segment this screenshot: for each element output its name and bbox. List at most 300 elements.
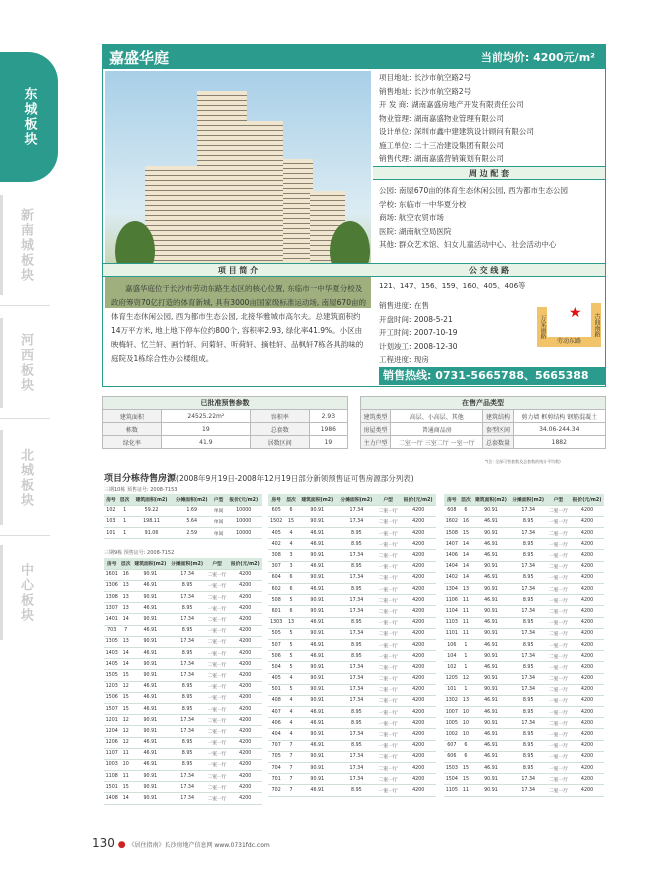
table-cell: 一室一厅 [547, 729, 570, 740]
table-cell: 一室一厅 [547, 751, 570, 762]
table-cell: 602 [268, 584, 284, 595]
table-cell: 46.91 [298, 785, 337, 796]
table-cell: 8.95 [510, 729, 547, 740]
bus-header: 公 交 线 路 [373, 263, 605, 277]
column-header: 建筑面积(m2) [298, 494, 337, 505]
table-cell: 17.34 [510, 718, 547, 729]
table-cell: 4200 [400, 718, 436, 729]
table-row [444, 740, 604, 751]
table-cell: 90.91 [132, 715, 169, 726]
table-cell: 8.95 [169, 625, 206, 636]
table-cell: 8.95 [337, 651, 376, 662]
table-cell: 5 [284, 684, 297, 695]
table-cell: 一室一厅 [206, 703, 229, 714]
table-cell: 4200 [400, 595, 436, 606]
table-cell: 607 [444, 740, 460, 751]
table-cell: 8.95 [510, 695, 547, 706]
table-row [104, 726, 262, 737]
table-cell: 8.95 [337, 707, 376, 718]
table-cell: 46.91 [132, 703, 169, 714]
table-cell: 1203 [104, 681, 119, 692]
table-cell: 10 [460, 707, 473, 718]
table-cell: 4200 [229, 636, 263, 647]
table-cell: 46.91 [298, 528, 337, 539]
table-cell: 46.91 [132, 737, 169, 748]
table-cell: 一室一厅 [547, 695, 570, 706]
pending-title [104, 471, 414, 484]
table-row [444, 785, 604, 796]
table-cell: 505 [268, 628, 284, 639]
table-cell: 1405 [104, 659, 119, 670]
map-road-wanjiali: 万家丽路 [537, 307, 547, 347]
table-cell: 二室一厅 [376, 628, 400, 639]
table-cell: 4200 [570, 785, 604, 796]
table-cell: 1 [460, 639, 473, 650]
table-row [444, 718, 604, 729]
table-row [104, 659, 262, 670]
table-cell: 8.95 [510, 707, 547, 718]
table-row [104, 715, 262, 726]
table-cell: 17.34 [337, 505, 376, 516]
table-cell: 1601 [104, 569, 119, 580]
table-cell: 一室一厅 [547, 740, 570, 751]
table-cell: 4200 [400, 572, 436, 583]
table-cell: 二室一厅 [376, 550, 400, 561]
table-cell: 90.91 [298, 516, 337, 527]
completion-date: 计划竣工: 2008-12-30 [379, 341, 458, 351]
table-cell: 1007 [444, 707, 460, 718]
column-header: 房号 [444, 494, 460, 505]
table-cell: 二室一厅 [547, 718, 570, 729]
table-cell: 6 [284, 584, 297, 595]
table-row [104, 692, 262, 703]
table-cell: 46.91 [132, 648, 169, 659]
table-cell: 46.91 [298, 584, 337, 595]
table-cell: 1307 [104, 603, 119, 614]
table-cell: 14 [460, 572, 473, 583]
table-cell: 90.91 [132, 726, 169, 737]
table-row [104, 603, 262, 614]
table-row [444, 628, 604, 639]
table-cell: 46.91 [298, 639, 337, 650]
column-header: 报价(元/m2) [229, 558, 263, 569]
table-cell: 11 [460, 628, 473, 639]
table-cell: 90.91 [472, 774, 509, 785]
table-cell: 1002 [444, 729, 460, 740]
construction-status: 工程进度: 现房 [379, 355, 429, 364]
table-cell: 4200 [229, 726, 263, 737]
table-row [444, 617, 604, 628]
table-cell: 1407 [444, 539, 460, 550]
table-cell: 一室一厅 [206, 681, 229, 692]
approved-params-table [102, 396, 348, 449]
table-cell: 701 [268, 774, 284, 785]
table-cell: 一室一厅 [547, 595, 570, 606]
table-cell: 308 [268, 550, 284, 561]
table-cell: 90.91 [298, 729, 337, 740]
table-cell: 8.95 [169, 648, 206, 659]
table-cell: 一室一厅 [376, 584, 400, 595]
info-developer: 开 发 商: 湖南嘉盛房地产开发有限责任公司 [379, 100, 524, 109]
table-cell: 5.64 [172, 516, 212, 527]
table-cell: 90.91 [298, 572, 337, 583]
table-row [268, 550, 436, 561]
table-row [104, 580, 262, 591]
table-cell: 17.34 [337, 673, 376, 684]
stat-value: 34.06-244.34 [513, 423, 605, 436]
stat-label: 套型区间 [483, 423, 513, 436]
table-cell: 1502 [268, 516, 284, 527]
table-cell: 4200 [229, 748, 263, 759]
table-cell: 90.91 [132, 636, 169, 647]
table-cell: 13 [460, 695, 473, 706]
table-cell: 8.95 [510, 539, 547, 550]
table-cell: 90.91 [472, 606, 509, 617]
table-cell: 506 [268, 651, 284, 662]
table-cell: 一室一厅 [206, 748, 229, 759]
table-row [268, 628, 436, 639]
table-cell: 103 [104, 516, 118, 527]
table-cell: 4200 [400, 751, 436, 762]
table-cell: 4200 [400, 695, 436, 706]
table-cell: 1404 [444, 561, 460, 572]
table-cell: 5 [284, 628, 297, 639]
table-cell: 7 [284, 740, 297, 751]
table-cell: 4200 [570, 684, 604, 695]
table-row [268, 729, 436, 740]
table-cell: 17.34 [169, 614, 206, 625]
column-header: 户型 [547, 494, 570, 505]
table-cell: 17.34 [337, 628, 376, 639]
table-row [268, 639, 436, 650]
table-cell: 一室一厅 [206, 737, 229, 748]
pending-title-sub: (2008年9月19日-2008年12月19日部分新领预售证可售房源部分列表) [176, 474, 414, 483]
table-cell: 4200 [570, 539, 604, 550]
table-header-row [444, 494, 604, 505]
footer [92, 836, 270, 850]
table-cell: 8.95 [510, 639, 547, 650]
table-cell: 10 [460, 729, 473, 740]
table-header-row [268, 494, 436, 505]
table-cell: 一室一厅 [376, 718, 400, 729]
table-cell: 12 [119, 681, 132, 692]
table-cell: 1 [118, 528, 132, 539]
table-header-row [104, 558, 262, 569]
building-10-table [104, 494, 262, 539]
table-cell: 407 [268, 707, 284, 718]
table-cell: 4200 [400, 729, 436, 740]
table-cell: 46.91 [298, 617, 337, 628]
stat-label: 房屋类型 [361, 423, 391, 436]
table-cell: 13 [119, 580, 132, 591]
table-cell: 二室一厅 [547, 606, 570, 617]
table-cell: 二室一厅 [376, 774, 400, 785]
table-row [268, 707, 436, 718]
table-row [104, 771, 262, 782]
table-cell: 8.95 [510, 572, 547, 583]
logo-icon: ● [117, 840, 126, 850]
table-row [268, 763, 436, 774]
table-cell: 一室一厅 [547, 617, 570, 628]
table-cell: 8.95 [169, 748, 206, 759]
table-cell: 7 [119, 625, 132, 636]
table-cell: 4200 [570, 673, 604, 684]
table-cell: 46.91 [472, 751, 509, 762]
peripheral-park: 公园: 南屋670亩的体育生态休闲公园, 西为都市生态公园 [379, 186, 568, 195]
table-cell: 91.06 [131, 528, 171, 539]
approved-title: 已批准预售参数 [103, 397, 348, 410]
table-cell: 二室一厅 [547, 505, 570, 516]
table-cell: 16 [460, 516, 473, 527]
table-cell: 6 [460, 505, 473, 516]
table-cell: 二室一厅 [206, 614, 229, 625]
table-cell: 8.95 [337, 740, 376, 751]
page-number: 130 [92, 836, 115, 850]
table-cell: 504 [268, 662, 284, 673]
tab-dongcheng[interactable]: 东城板块 [0, 52, 58, 182]
table-cell: 一室一厅 [206, 759, 229, 770]
info-address: 项目地址: 长沙市航空路2号 [379, 73, 472, 82]
peripheral-other: 其他: 群众艺术馆、妇女儿童活动中心、社会活动中心 [379, 240, 557, 249]
table-cell: 一室一厅 [206, 580, 229, 591]
table-cell: 8.95 [510, 740, 547, 751]
table-cell: 4 [284, 729, 297, 740]
table-cell: 90.91 [472, 651, 509, 662]
table-cell: 17.34 [337, 684, 376, 695]
tab-beicheng[interactable]: 北城板块 [0, 430, 48, 525]
table-row [268, 695, 436, 706]
table-row [444, 539, 604, 550]
table-cell: 102 [444, 662, 460, 673]
table-cell: 59.22 [131, 505, 171, 516]
table-cell: 4200 [229, 759, 263, 770]
table-cell: 4200 [229, 659, 263, 670]
table-cell: 101 [104, 528, 118, 539]
table-cell: 4200 [570, 550, 604, 561]
table-cell: 二室一厅 [376, 729, 400, 740]
table-cell: 8.95 [337, 718, 376, 729]
table-cell: 一室一厅 [547, 662, 570, 673]
table-cell: 4200 [570, 572, 604, 583]
table-cell: 8.95 [337, 584, 376, 595]
table-cell: 4200 [229, 692, 263, 703]
table-cell: 4200 [400, 617, 436, 628]
table-cell: 14 [460, 539, 473, 550]
table-cell: 608 [444, 505, 460, 516]
table-cell: 二室一厅 [547, 528, 570, 539]
table-cell: 15 [460, 763, 473, 774]
table-row [444, 684, 604, 695]
table-cell: 704 [268, 763, 284, 774]
table-cell: 90.91 [472, 584, 509, 595]
table-cell: 4200 [570, 763, 604, 774]
table-row [444, 729, 604, 740]
table-cell: 605 [268, 505, 284, 516]
table-row [104, 670, 262, 681]
table-row [444, 550, 604, 561]
table-cell: 4200 [400, 785, 436, 796]
column-header: 建筑面积(m2) [131, 494, 171, 505]
table-cell: 4200 [570, 617, 604, 628]
building-9-label: 三期9栋 预售证号: 2008-7152 [104, 550, 175, 556]
project-header [103, 45, 605, 69]
table-cell: 46.91 [298, 561, 337, 572]
table-cell: 703 [104, 625, 119, 636]
table-cell: 17.34 [337, 695, 376, 706]
tab-hexi[interactable]: 河西板块 [0, 318, 48, 408]
table-row [104, 759, 262, 770]
table-cell: 90.91 [132, 614, 169, 625]
stat-label: 总套数 [250, 423, 309, 436]
stat-value: 24525.22m² [161, 410, 250, 423]
location-map [533, 299, 603, 355]
table-cell: 4200 [400, 740, 436, 751]
table-cell: 46.91 [298, 718, 337, 729]
sales-progress [379, 299, 529, 367]
table-row [104, 636, 262, 647]
table-cell: 3 [284, 561, 297, 572]
table-cell: 二室一厅 [376, 673, 400, 684]
table-cell: 5 [284, 639, 297, 650]
table-cell: 4 [284, 528, 297, 539]
stat-value: 剪力墙 框剪结构 钢筋混凝土 [513, 410, 605, 423]
column-header: 报价(元/m2) [570, 494, 604, 505]
table-cell: 10 [119, 759, 132, 770]
table-cell: 一室一厅 [376, 707, 400, 718]
location-star-icon: ★ [569, 305, 582, 321]
project-info [379, 71, 605, 166]
table-cell: 90.91 [298, 595, 337, 606]
table-cell: 4 [284, 673, 297, 684]
table-cell: 一室一厅 [376, 651, 400, 662]
table-cell: 90.91 [298, 606, 337, 617]
start-date: 开工时间: 2007-10-19 [379, 328, 458, 337]
table-cell: 一室一厅 [376, 617, 400, 628]
table-cell: 1303 [268, 617, 284, 628]
column-header: 房号 [104, 558, 119, 569]
table-row [444, 751, 604, 762]
sales-status: 销售进度: 在售 [379, 301, 429, 310]
table-cell: 405 [268, 528, 284, 539]
open-date: 开盘时间: 2008-5-21 [379, 314, 453, 324]
table-cell: 17.34 [169, 670, 206, 681]
table-cell: 二室一厅 [376, 695, 400, 706]
table-cell: 13 [460, 584, 473, 595]
table-cell: 1403 [104, 648, 119, 659]
table-cell: 1201 [104, 715, 119, 726]
table-row [104, 737, 262, 748]
table-cell: 4 [284, 718, 297, 729]
table-cell: 17.34 [169, 726, 206, 737]
table-cell: 14 [460, 561, 473, 572]
table-cell: 46.91 [472, 550, 509, 561]
table-cell: 90.91 [298, 505, 337, 516]
table-cell: 4200 [570, 606, 604, 617]
stat-value: 41.9 [161, 436, 250, 449]
table-cell: 17.34 [337, 751, 376, 762]
table-cell: 198.11 [131, 516, 171, 527]
tab-zhongxin[interactable]: 中心板块 [0, 545, 48, 640]
tab-xinnancheng[interactable]: 新南城板块 [0, 195, 48, 295]
table-cell: 705 [268, 751, 284, 762]
table-cell: 1503 [444, 763, 460, 774]
map-road-laodong: 劳动东路 [547, 337, 591, 347]
table-cell: 90.91 [132, 592, 169, 603]
table-cell: 90.91 [132, 569, 169, 580]
table-row [104, 516, 262, 527]
column-header: 层次 [460, 494, 473, 505]
table-cell: 4200 [229, 793, 263, 804]
table-cell: 601 [268, 606, 284, 617]
column-header: 分摊面积(m2) [337, 494, 376, 505]
table-cell: 402 [268, 539, 284, 550]
table-cell: 14 [119, 614, 132, 625]
table-row [268, 505, 436, 516]
stat-value: 19 [309, 436, 347, 449]
table-cell: 二室一厅 [376, 572, 400, 583]
table-cell: 4200 [570, 628, 604, 639]
table-cell: 17.34 [337, 606, 376, 617]
table-cell: 17.34 [510, 561, 547, 572]
table-cell: 单间 [212, 528, 226, 539]
table-cell: 90.91 [298, 550, 337, 561]
table-cell: 二室一厅 [376, 595, 400, 606]
table-cell: 90.91 [132, 771, 169, 782]
table-cell: 1104 [444, 606, 460, 617]
table-cell: 13 [119, 636, 132, 647]
table-cell: 90.91 [472, 673, 509, 684]
table-cell: 46.91 [472, 740, 509, 751]
table-row [444, 662, 604, 673]
table-cell: 4200 [229, 614, 263, 625]
table-cell: 二室一厅 [206, 782, 229, 793]
table-cell: 15 [119, 670, 132, 681]
table-cell: 307 [268, 561, 284, 572]
table-cell: 一室一厅 [547, 707, 570, 718]
table-cell: 二室一厅 [206, 793, 229, 804]
stat-label: 绿化率 [103, 436, 162, 449]
table-cell: 8.95 [510, 617, 547, 628]
stat-label: 容积率 [250, 410, 309, 423]
table-cell: 4200 [570, 584, 604, 595]
table-cell: 17.34 [510, 628, 547, 639]
table-cell: 46.91 [298, 740, 337, 751]
table-cell: 4200 [570, 695, 604, 706]
table-cell: 507 [268, 639, 284, 650]
table-cell: 二室一厅 [376, 606, 400, 617]
table-cell: 4200 [400, 673, 436, 684]
table-row [268, 684, 436, 695]
table-cell: 106 [444, 639, 460, 650]
table-cell: 10000 [225, 505, 262, 516]
table-cell: 102 [104, 505, 118, 516]
table-cell: 7 [284, 751, 297, 762]
footer-text: 《居住指南》长沙房地产信息网 www.0731fdc.com [128, 842, 270, 849]
table-cell: 14 [119, 659, 132, 670]
column-header: 房号 [104, 494, 118, 505]
table-cell: 46.91 [472, 695, 509, 706]
column-header: 层次 [119, 558, 132, 569]
table-row [268, 595, 436, 606]
table-cell: 11 [460, 785, 473, 796]
table-cell: 406 [268, 718, 284, 729]
table-row [444, 707, 604, 718]
table-cell: 90.91 [472, 628, 509, 639]
table-cell: 1204 [104, 726, 119, 737]
table-cell: 4200 [229, 703, 263, 714]
table-cell: 1406 [444, 550, 460, 561]
table-cell: 17.34 [510, 505, 547, 516]
